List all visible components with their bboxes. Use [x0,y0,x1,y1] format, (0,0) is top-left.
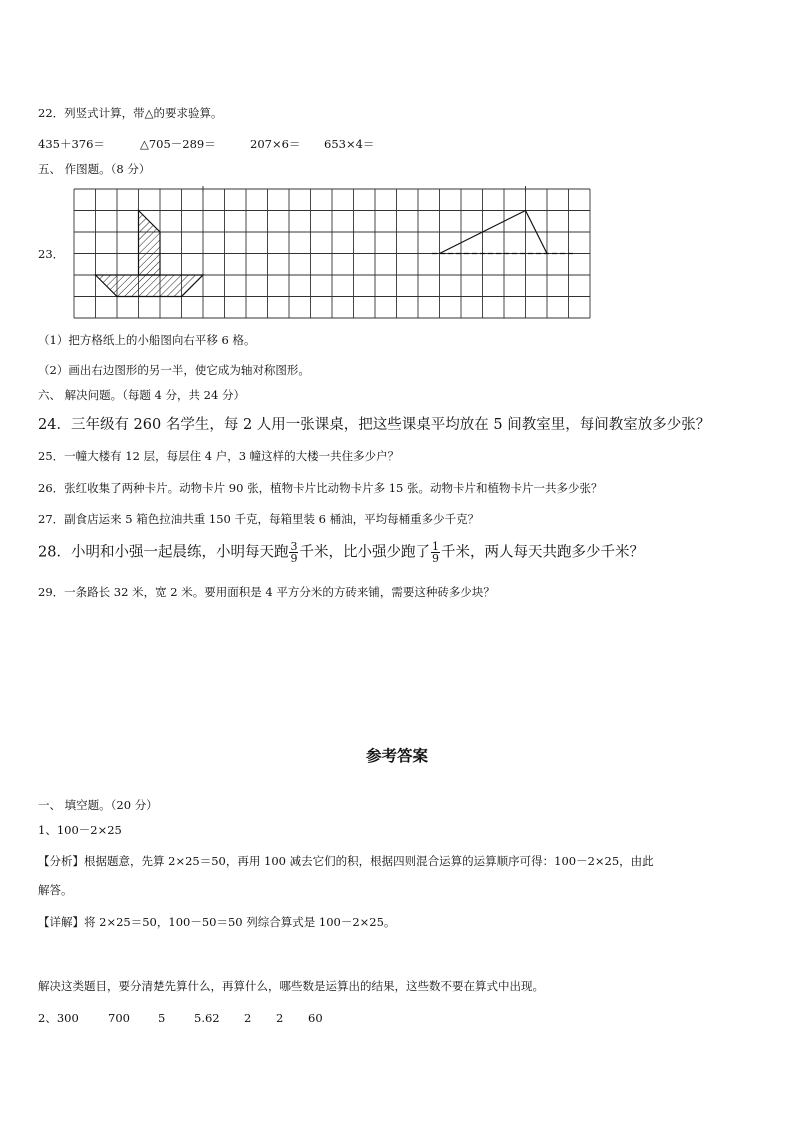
q22-item-3: 207×6＝ [250,137,301,151]
answer-2-value: 5.62 [194,1011,220,1025]
q23-sub1: （1）把方格纸上的小船图向右平移 6 格。 [38,333,256,347]
q28-frac2-num: 1 [431,540,439,553]
q22-item-4: 653×4＝ [324,137,375,151]
q28 [38,541,644,564]
section6-heading: 六、 解决问题。（每题 4 分，共 24 分） [38,388,245,402]
q28-frac2-den: 9 [431,552,439,565]
q28-part1: 28．小明和小强一起晨练，小明每天跑 [38,544,289,561]
q22-item-2: △705－289＝ [140,137,216,151]
answer-2-value: 2 [276,1011,284,1025]
answer-2-value: 700 [108,1011,130,1025]
answer-2-value: 60 [308,1011,323,1025]
q22-title: 22．列竖式计算，带△的要求验算。 [38,106,223,120]
note-line: 解决这类题目，要分清楚先算什么，再算什么，哪些数是运算出的结果，这些数不要在算式中出现。 [38,979,544,993]
q29: 29．一条路长 32 米，宽 2 米。要用面积是 4 平方分米的方砖来铺，需要这种砖多少块？ [38,585,495,599]
answers-title: 参考答案 [365,746,428,765]
q27: 27．副食店运来 5 箱色拉油共重 150 千克，每箱里装 6 桶油，平均每桶重多少千克？ [38,512,480,526]
q25: 25．一幢大楼有 12 层，每层住 4 户，3 幢这样的大楼一共住多少户？ [38,449,400,463]
q28-part3: 千米，两人每天共跑多少千米？ [440,544,644,561]
answers-section1: 一、 填空题。（20 分） [38,798,158,812]
q28-frac1-num: 3 [290,540,298,553]
q26: 26．张红收集了两种卡片。动物卡片 90 张，植物卡片比动物卡片多 15 张。动物卡片和植物卡片一共多少张？ [38,481,603,495]
q22-item-1: 435＋376＝ [38,137,105,151]
analysis-line-2: 解答。 [38,883,73,897]
q24: 24．三年级有 260 名学生，每 2 人用一张课桌，把这些课桌平均放在 5 间教室里，每间教室放多少张？ [38,417,711,433]
detail-line: 【详解】将 2×25＝50，100－50＝50 列综合算式是 100－2×25。 [38,915,396,929]
q22-items [38,136,374,152]
answer-2-value: 2 [244,1011,252,1025]
answer-2-value: 5 [158,1011,166,1025]
answer-1: 1、100－2×25 [38,823,122,837]
q23-label: 23． [38,247,65,261]
answer-2-label: 2、300 [38,1011,79,1025]
answer-2 [38,1010,323,1026]
section5-heading: 五、 作图题。（8 分） [38,162,151,176]
q28-fraction-1 [289,541,298,564]
analysis-line-1: 【分析】根据题意，先算 2×25＝50，再用 100 减去它们的积，根据四则混合运算的运算顺序可得：100－2×25，由此 [38,854,654,868]
q28-fraction-2 [431,541,440,564]
grid-figure [72,186,594,326]
q23-sub2: （2）画出右边图形的另一半，使它成为轴对称图形。 [38,363,310,377]
q28-frac1-den: 9 [290,552,298,565]
q28-part2: 千米，比小强少跑了 [299,544,430,561]
